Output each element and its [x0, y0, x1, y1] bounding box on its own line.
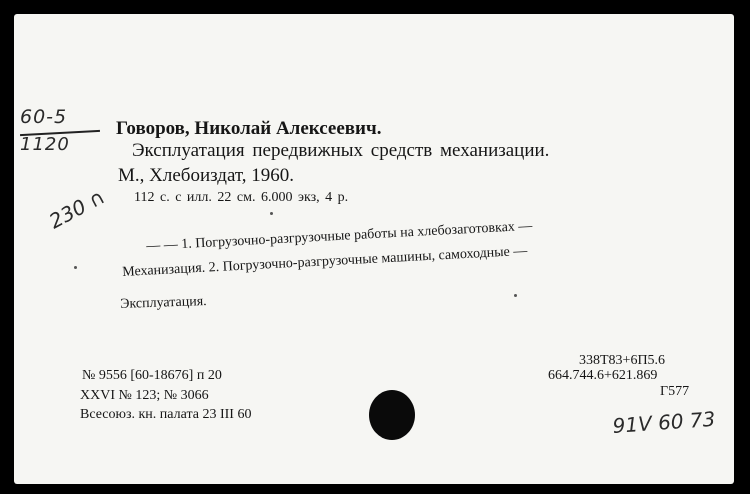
punch-hole	[369, 390, 415, 440]
title-line-2: М., Хлебоиздат, 1960.	[118, 165, 295, 186]
classification-line-2: 664.744.6+621.869	[548, 368, 658, 383]
catalog-card	[14, 14, 734, 484]
classification-line-3: Г577	[660, 384, 690, 399]
ink-speck	[74, 266, 77, 269]
registry-line-1: № 9556 [60-18676] п 20	[82, 368, 222, 383]
ink-speck	[270, 212, 273, 215]
subject-line-1: — — 1. Погрузочно-разгрузочные работы на хлебозаготовках —	[145, 218, 533, 254]
registry-line-3: Всесоюз. кн. палата 23 III 60	[80, 407, 252, 422]
physical-description: 112 с. с илл. 22 см. 6.000 экз, 4 р.	[134, 190, 349, 205]
registry-line-2: XXVI № 123; № 3066	[80, 388, 209, 403]
subject-line-2: Механизация. 2. Погрузочно-разгрузочные машины, самоходные —	[121, 243, 528, 280]
handwritten-number: 230 ∩	[45, 184, 109, 234]
ink-speck	[514, 294, 517, 297]
subject-line-3: Эксплуатация.	[119, 293, 207, 312]
handwritten-code: 91V 60 73	[611, 406, 717, 438]
shelfmark-bottom: 1120	[20, 134, 70, 155]
classification-line-1: 338Т83+6П5.6	[579, 353, 666, 368]
title-line-1: Эксплуатация передвижных средств механизации.	[132, 140, 550, 161]
shelfmark-top: 60-5	[20, 106, 68, 128]
author-heading: Говоров, Николай Алексеевич.	[116, 118, 382, 139]
